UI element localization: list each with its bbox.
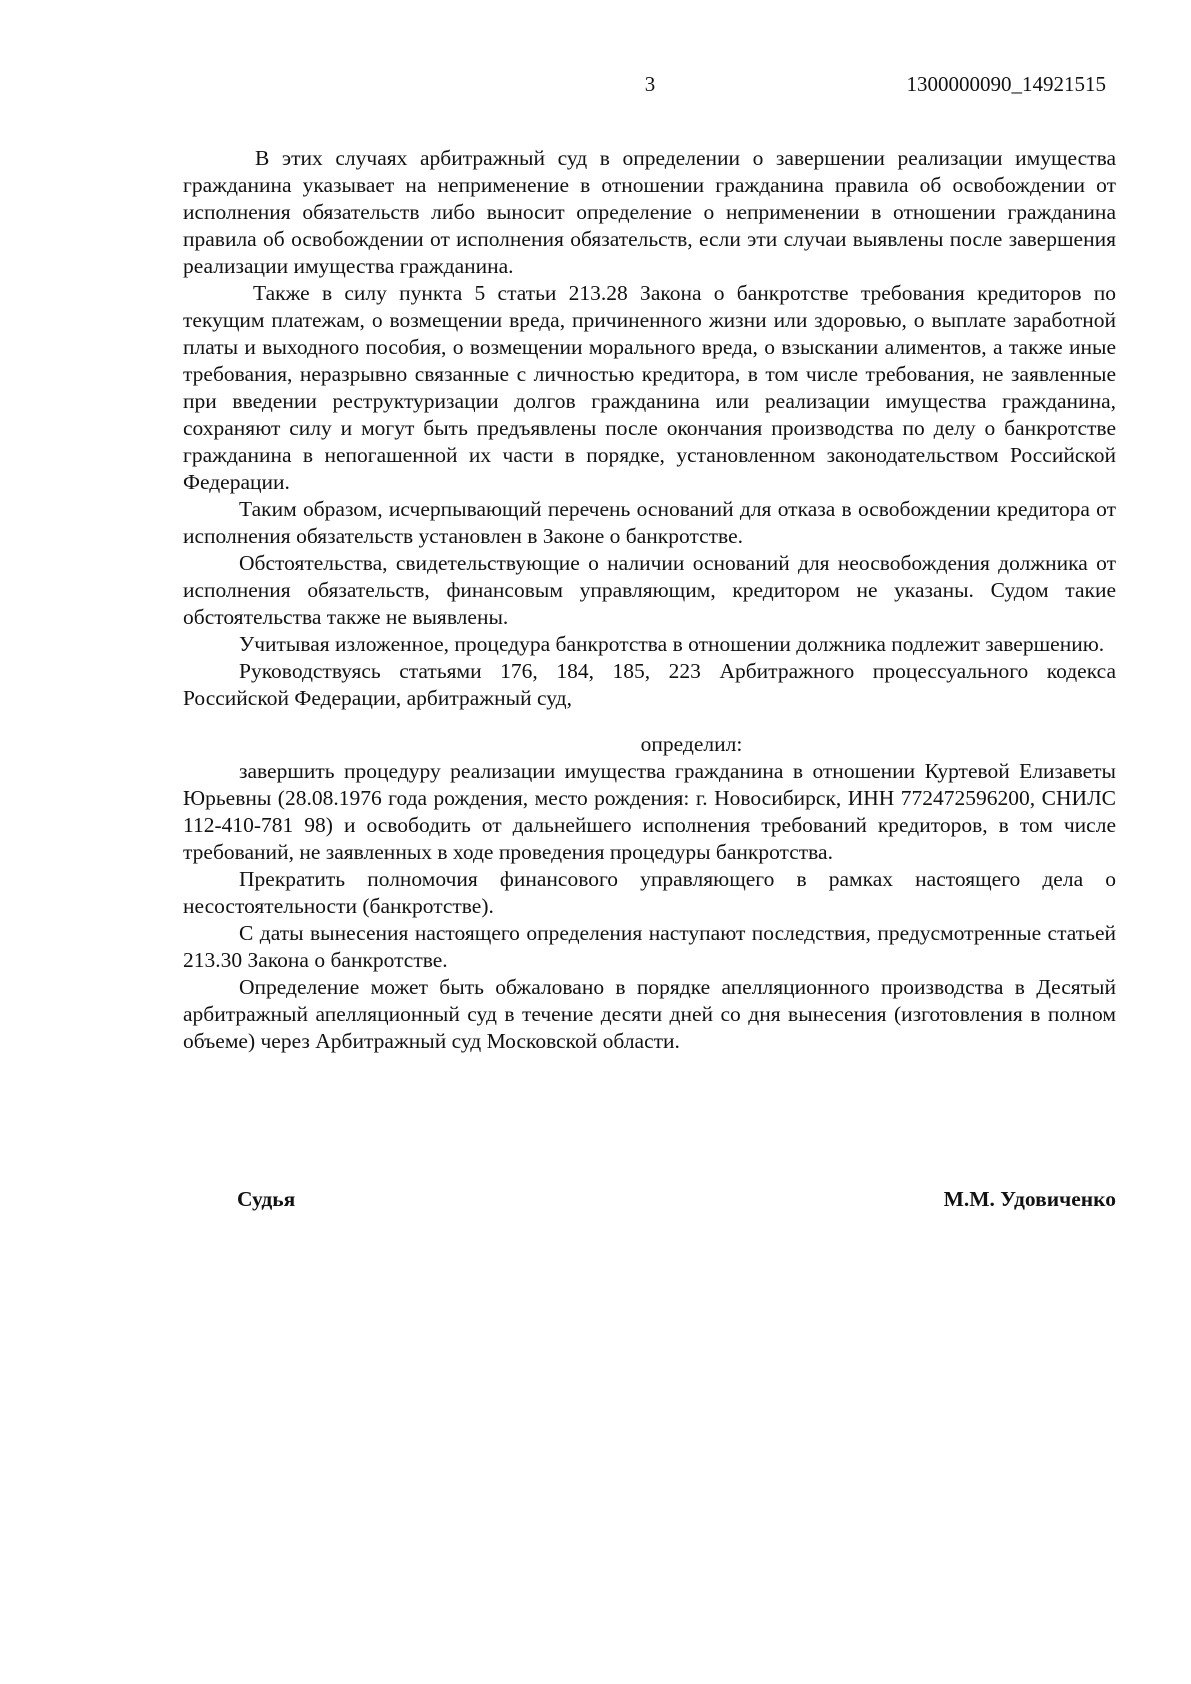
document-body [183, 145, 1116, 1055]
decision-paragraph: Прекратить полномочия финансового управляющего в рамках настоящего дела о несостоятельности (банкротстве). [183, 867, 1116, 918]
paragraph: Также в силу пункта 5 статьи 213.28 Закона о банкротстве требования кредиторов по текущим платежам, о возмещении вреда, причиненного жизни или здоровью, о выплате заработной платы и выходного пособия, о возмещении морального вреда, о взыскании алиментов, а также иные требования, неразрывно связанные с личностью кредитора, в том числе требования, не заявленные при введении реструктуризации долгов гражданина или реализации имущества гражданина, сохраняют силу и могут быть предъявлены после окончания производства по делу о банкротстве гражданина в непогашенной их части в порядке, установленном законодательством Российской Федерации. [183, 281, 1116, 494]
document-id: 1300000090_14921515 [906, 72, 1106, 96]
judge-title: Судья [237, 1187, 296, 1211]
paragraph: Таким образом, исчерпывающий перечень оснований для отказа в освобождении кредитора от исполнения обязательств установлен в Законе о банкротстве. [183, 497, 1116, 548]
paragraph: Учитывая изложенное, процедура банкротства в отношении должника подлежит завершению. [239, 632, 1105, 656]
page-number: 3 [644, 72, 656, 96]
paragraph: Обстоятельства, свидетельствующие о наличии оснований для неосвобождения должника от исполнения обязательств, финансовым управляющим, кредитором не указаны. Судом такие обстоятельства также не выявлены. [183, 551, 1116, 629]
decision-paragraph: С даты вынесения настоящего определения наступают последствия, предусмотренные статьей 213.30 Закона о банкротстве. [183, 921, 1116, 972]
judge-name: М.М. Удовиченко [943, 1187, 1116, 1211]
signature-block [237, 1187, 1116, 1212]
paragraph: Руководствуясь статьями 176, 184, 185, 223 Арбитражного процессуального кодекса Российской Федерации, арбитражный суд, [183, 659, 1116, 710]
decision-heading: определил: [640, 732, 743, 756]
decision-paragraph: Определение может быть обжаловано в порядке апелляционного производства в Десятый арбитражный апелляционный суд в течение десяти дней со дня вынесения (изготовления в полном объеме) через Арбитражный суд Московской области. [183, 975, 1116, 1053]
decision-paragraph: завершить процедуру реализации имущества гражданина в отношении Куртевой Елизаветы Юрьевны (28.08.1976 года рождения, место рождения: г. Новосибирск, ИНН 772472596200, СНИЛС 112-410-781 98) и освободить от дальнейшего исполнения требований кредиторов, в том числе требований, не заявленных в ходе проведения процедуры банкротства. [183, 759, 1116, 864]
paragraph: В этих случаях арбитражный суд в определении о завершении реализации имущества гражданина указывает на неприменение в отношении гражданина правила об освобождении от исполнения обязательств либо выносит определение о неприменении в отношении гражданина правила об освобождении от исполнения обязательств, если эти случаи выявлены после завершения реализации имущества гражданина. [183, 146, 1116, 278]
